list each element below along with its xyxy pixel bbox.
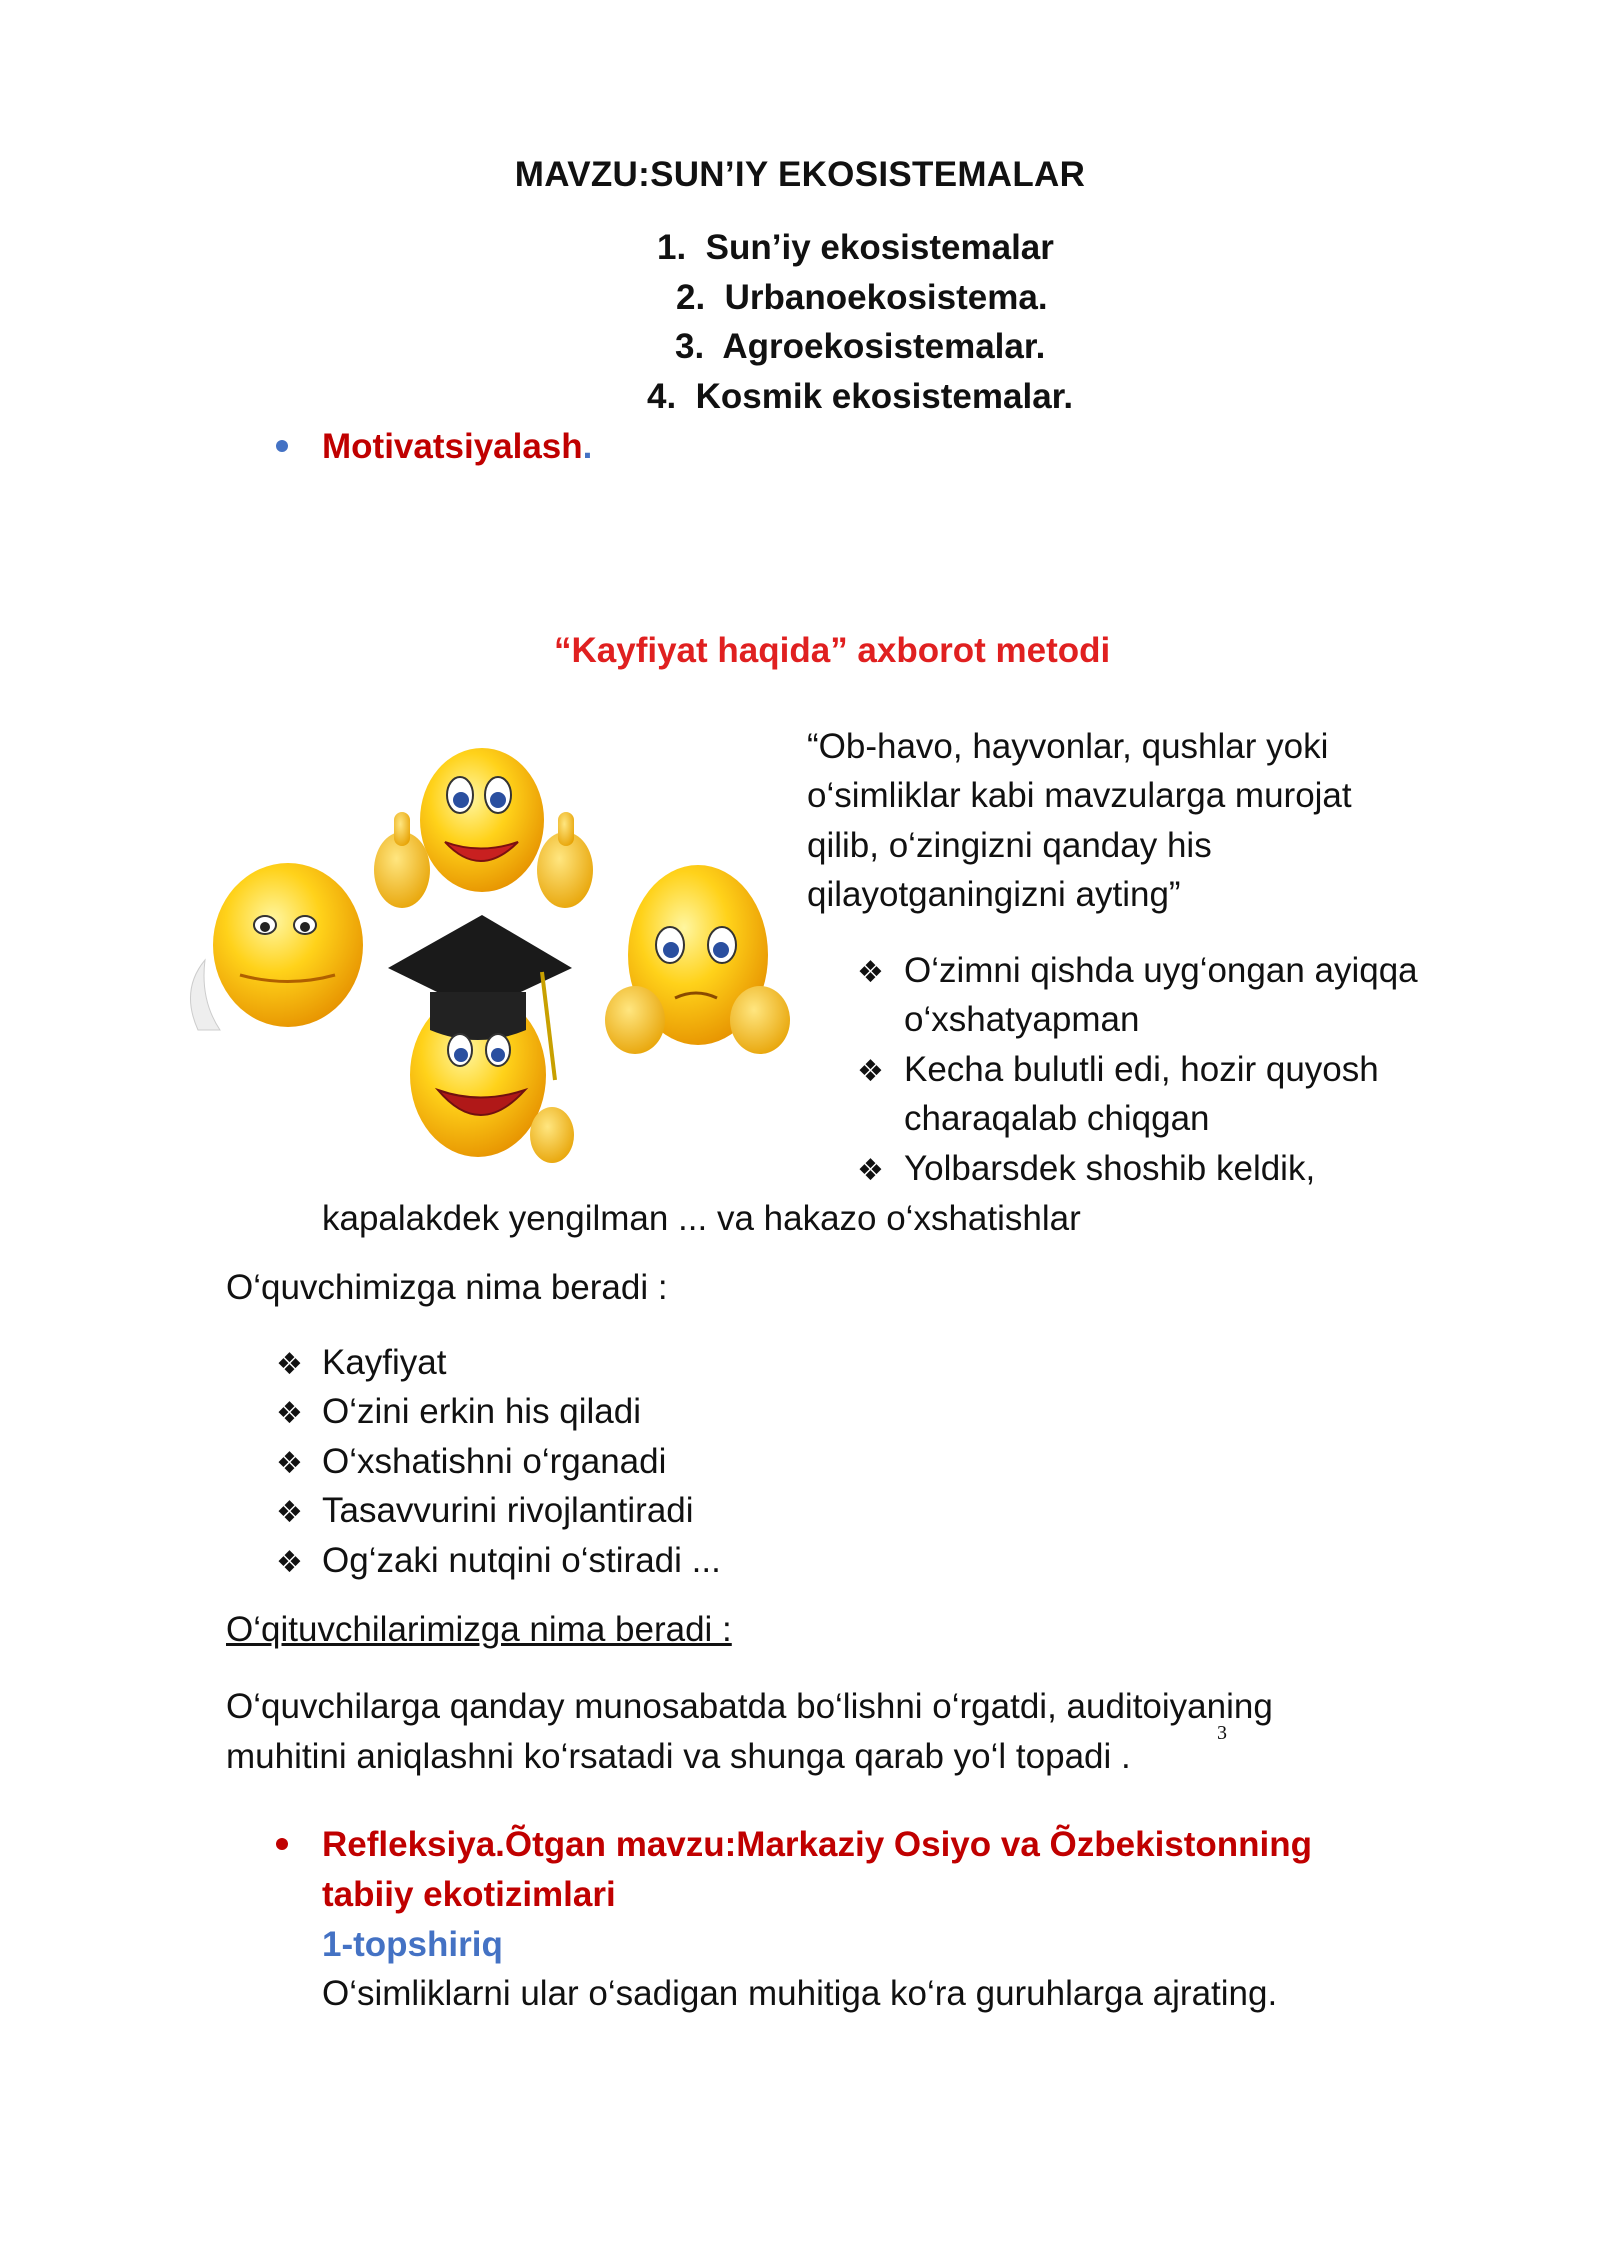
quote-line: qilib, o‘zingizni qanday his xyxy=(807,826,1212,865)
outline-item-4 xyxy=(647,372,1073,422)
outline-number: 3. xyxy=(675,327,705,366)
quote-line: qilayotganingizni ayting” xyxy=(807,875,1181,914)
diamond-bullet-icon: ❖ xyxy=(276,1545,303,1580)
quote-line: o‘simliklar kabi mavzularga murojat xyxy=(807,776,1352,815)
page-number: 3 xyxy=(1217,1722,1227,1744)
wing-shape xyxy=(190,960,220,1030)
task-text: O‘simliklarni ular o‘sadigan muhitiga ko‘ra guruhlarga ajrating. xyxy=(322,1974,1278,2013)
face-neutral xyxy=(213,863,363,1027)
teacher-text-line: muhitini aniqlashni ko‘rsatadi va shunga qarab yo‘l topadi . xyxy=(226,1737,1131,1776)
diamond-bullet-icon: ❖ xyxy=(276,1446,303,1481)
diamond-bullet-icon: ❖ xyxy=(857,1054,884,1089)
outline-item-1 xyxy=(657,223,1054,273)
outline-text: Urbanoekosistema. xyxy=(724,278,1048,317)
student-benefit-item: O‘zini erkin his qiladi xyxy=(322,1392,642,1431)
reflection-heading-continued: tabiiy ekotizimlari xyxy=(322,1875,616,1914)
motivation-label: Motivatsiyalash xyxy=(322,427,583,466)
student-benefit-item: Kayfiyat xyxy=(322,1343,447,1382)
example-item-continued: o‘xshatyapman xyxy=(904,1000,1140,1039)
motivation-dot: . xyxy=(582,427,593,466)
bullet-dot-icon xyxy=(276,440,288,452)
outline-text: Kosmik ekosistemalar. xyxy=(695,377,1074,416)
bullet-dot-icon xyxy=(276,1838,288,1850)
outline-item-2 xyxy=(676,273,1048,323)
quote-line: “Ob-havo, hayvonlar, qushlar yoki xyxy=(807,727,1329,766)
student-benefit-item: O‘xshatishni o‘rganadi xyxy=(322,1442,667,1481)
face-sad xyxy=(605,865,790,1054)
diamond-bullet-icon: ❖ xyxy=(276,1396,303,1431)
page-title: MAVZU:SUN’IY EKOSISTEMALAR xyxy=(514,155,1086,194)
example-item: Kecha bulutli edi, hozir quyosh xyxy=(904,1050,1379,1089)
student-heading: O‘quvchimizga nima beradi : xyxy=(226,1268,668,1307)
outline-number: 1. xyxy=(657,228,687,267)
example-item: O‘zimni qishda uyg‘ongan ayiqqa xyxy=(904,951,1418,990)
student-benefit-item: Tasavvurini rivojlantiradi xyxy=(322,1491,694,1530)
outline-text: Sun’iy ekosistemalar xyxy=(705,228,1054,267)
method-title: “Kayfiyat haqida” axborot metodi xyxy=(554,631,1111,670)
outline-item-3 xyxy=(675,322,1045,372)
task-label: 1-topshiriq xyxy=(322,1925,503,1964)
diamond-bullet-icon: ❖ xyxy=(276,1347,303,1382)
teacher-text-line: O‘quvchilarga qanday munosabatda bo‘lishni o‘rgatdi, auditoiyaning xyxy=(226,1687,1273,1726)
outline-number: 2. xyxy=(676,278,706,317)
motivation-heading xyxy=(322,422,592,472)
diamond-bullet-icon: ❖ xyxy=(857,955,884,990)
example-item-continued: charaqalab chiqgan xyxy=(904,1099,1210,1138)
teacher-heading: O‘qituvchilarimizga nima beradi : xyxy=(226,1610,732,1649)
student-benefit-item: Og‘zaki nutqini o‘stiradi ... xyxy=(322,1541,721,1580)
diamond-bullet-icon: ❖ xyxy=(276,1495,303,1530)
example-item: Yolbarsdek shoshib keldik, xyxy=(904,1149,1316,1188)
outline-number: 4. xyxy=(647,377,677,416)
emoji-faces-illustration xyxy=(180,730,800,1190)
face-graduate xyxy=(388,915,574,1163)
face-happy-thumbs xyxy=(374,748,593,908)
diamond-bullet-icon: ❖ xyxy=(857,1153,884,1188)
reflection-heading: Refleksiya.Õtgan mavzu:Markaziy Osiyo va Õzbekistonning xyxy=(322,1825,1313,1864)
outline-text: Agroekosistemalar. xyxy=(722,327,1046,366)
examples-tail: kapalakdek yengilman ... va hakazo o‘xshatishlar xyxy=(322,1199,1081,1238)
